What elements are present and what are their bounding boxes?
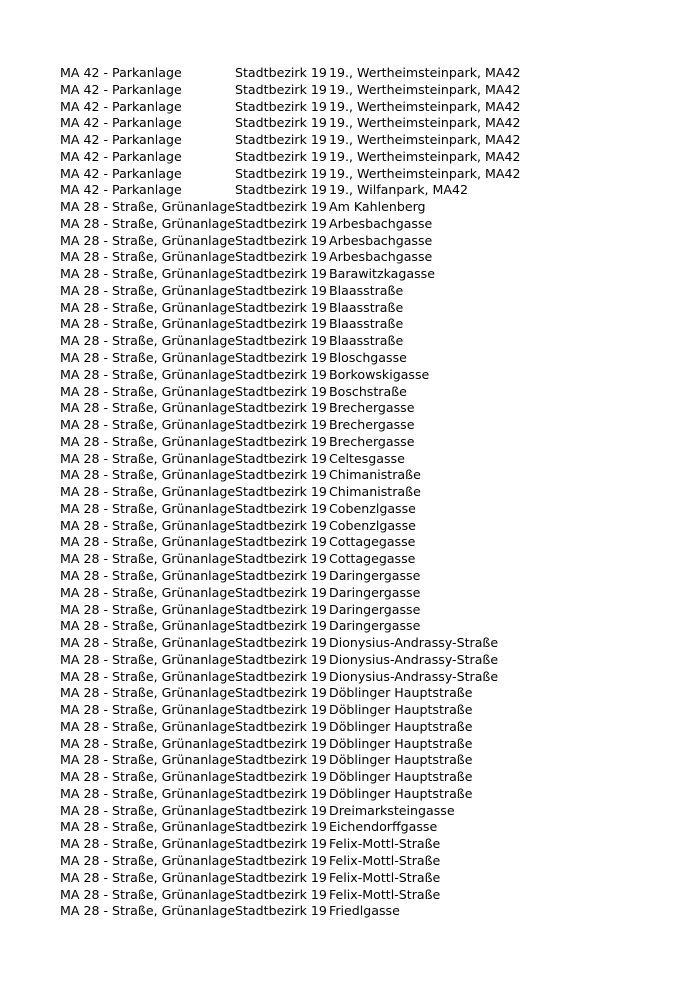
district-cell: Stadtbezirk 19 (235, 635, 327, 651)
district-cell: Stadtbezirk 19 (235, 249, 327, 265)
district-cell: Stadtbezirk 19 (235, 366, 327, 382)
department-cell: MA 42 - Parkanlage (60, 148, 182, 164)
district-cell: Stadtbezirk 19 (235, 903, 327, 919)
department-cell: MA 28 - Straße, Grünanlage (60, 567, 236, 583)
location-cell: Daringergasse (329, 618, 421, 634)
location-cell: Dreimarksteingasse (329, 802, 455, 818)
district-cell: Stadtbezirk 19 (235, 467, 327, 483)
location-cell: Cobenzlgasse (329, 500, 416, 516)
district-cell: Stadtbezirk 19 (235, 500, 327, 516)
department-cell: MA 42 - Parkanlage (60, 115, 182, 131)
location-cell: Felix-Mottl-Straße (329, 852, 441, 868)
table-row (60, 99, 521, 116)
district-cell: Stadtbezirk 19 (235, 282, 327, 298)
department-cell: MA 28 - Straße, Grünanlage (60, 618, 236, 634)
department-cell: MA 28 - Straße, Grünanlage (60, 500, 236, 516)
location-cell: Döblinger Hauptstraße (329, 769, 473, 785)
table-row (60, 803, 521, 820)
department-cell: MA 28 - Straße, Grünanlage (60, 266, 236, 282)
department-cell: MA 28 - Straße, Grünanlage (60, 517, 236, 533)
table-row (60, 903, 521, 920)
location-cell: Bloschgasse (329, 350, 407, 366)
department-cell: MA 28 - Straße, Grünanlage (60, 869, 236, 885)
department-cell: MA 28 - Straße, Grünanlage (60, 635, 236, 651)
department-cell: MA 42 - Parkanlage (60, 182, 182, 198)
department-cell: MA 28 - Straße, Grünanlage (60, 249, 236, 265)
department-cell: MA 42 - Parkanlage (60, 165, 182, 181)
district-cell: Stadtbezirk 19 (235, 685, 327, 701)
department-cell: MA 28 - Straße, Grünanlage (60, 886, 236, 902)
location-cell: Arbesbachgasse (329, 249, 433, 265)
table-row (60, 283, 521, 300)
location-cell: Blaasstraße (329, 299, 404, 315)
location-cell: Barawitzkagasse (329, 266, 435, 282)
location-cell: Chimanistraße (329, 484, 421, 500)
location-cell: Boschstraße (329, 383, 407, 399)
table-row (60, 316, 521, 333)
district-cell: Stadtbezirk 19 (235, 601, 327, 617)
district-cell: Stadtbezirk 19 (235, 668, 327, 684)
district-cell: Stadtbezirk 19 (235, 769, 327, 785)
department-cell: MA 28 - Straße, Grünanlage (60, 685, 236, 701)
district-cell: Stadtbezirk 19 (235, 651, 327, 667)
department-cell: MA 28 - Straße, Grünanlage (60, 752, 236, 768)
department-cell: MA 28 - Straße, Grünanlage (60, 785, 236, 801)
district-cell: Stadtbezirk 19 (235, 735, 327, 751)
table-row (60, 819, 521, 836)
table-row (60, 752, 521, 769)
location-cell: Brechergasse (329, 433, 415, 449)
district-cell: Stadtbezirk 19 (235, 132, 327, 148)
district-cell: Stadtbezirk 19 (235, 886, 327, 902)
table-row (60, 736, 521, 753)
district-cell: Stadtbezirk 19 (235, 484, 327, 500)
district-cell: Stadtbezirk 19 (235, 718, 327, 734)
department-cell: MA 28 - Straße, Grünanlage (60, 450, 236, 466)
district-cell: Stadtbezirk 19 (235, 232, 327, 248)
district-cell: Stadtbezirk 19 (235, 836, 327, 852)
department-cell: MA 28 - Straße, Grünanlage (60, 534, 236, 550)
location-cell: 19., Wertheimsteinpark, MA42 (329, 132, 521, 148)
location-cell: Borkowskigasse (329, 366, 430, 382)
department-cell: MA 28 - Straße, Grünanlage (60, 215, 236, 231)
table-row (60, 65, 521, 82)
district-cell: Stadtbezirk 19 (235, 450, 327, 466)
table-row (60, 434, 521, 451)
district-cell: Stadtbezirk 19 (235, 567, 327, 583)
district-cell: Stadtbezirk 19 (235, 752, 327, 768)
district-cell: Stadtbezirk 19 (235, 182, 327, 198)
table-row (60, 518, 521, 535)
district-cell: Stadtbezirk 19 (235, 148, 327, 164)
location-cell: Dionysius-Andrassy-Straße (329, 651, 499, 667)
department-cell: MA 28 - Straße, Grünanlage (60, 299, 236, 315)
table-row (60, 249, 521, 266)
table-row (60, 400, 521, 417)
department-cell: MA 28 - Straße, Grünanlage (60, 903, 236, 919)
department-cell: MA 28 - Straße, Grünanlage (60, 735, 236, 751)
table-row (60, 182, 521, 199)
department-cell: MA 42 - Parkanlage (60, 98, 182, 114)
location-cell: Celtesgasse (329, 450, 405, 466)
table-row (60, 719, 521, 736)
table-row (60, 836, 521, 853)
location-cell: 19., Wertheimsteinpark, MA42 (329, 81, 521, 97)
table-row (60, 417, 521, 434)
department-cell: MA 28 - Straße, Grünanlage (60, 584, 236, 600)
district-cell: Stadtbezirk 19 (235, 316, 327, 332)
department-cell: MA 28 - Straße, Grünanlage (60, 400, 236, 416)
district-cell: Stadtbezirk 19 (235, 702, 327, 718)
table-row (60, 652, 521, 669)
table-row (60, 333, 521, 350)
district-cell: Stadtbezirk 19 (235, 98, 327, 114)
department-cell: MA 28 - Straße, Grünanlage (60, 484, 236, 500)
department-cell: MA 28 - Straße, Grünanlage (60, 350, 236, 366)
district-cell: Stadtbezirk 19 (235, 299, 327, 315)
department-cell: MA 28 - Straße, Grünanlage (60, 702, 236, 718)
location-cell: Döblinger Hauptstraße (329, 685, 473, 701)
district-cell: Stadtbezirk 19 (235, 584, 327, 600)
department-cell: MA 42 - Parkanlage (60, 81, 182, 97)
location-cell: Daringergasse (329, 567, 421, 583)
table-row (60, 870, 521, 887)
table-row (60, 467, 521, 484)
department-cell: MA 28 - Straße, Grünanlage (60, 551, 236, 567)
table-row (60, 887, 521, 904)
table-row (60, 367, 521, 384)
location-cell: Chimanistraße (329, 467, 421, 483)
department-cell: MA 28 - Straße, Grünanlage (60, 366, 236, 382)
data-table (60, 65, 521, 920)
district-cell: Stadtbezirk 19 (235, 618, 327, 634)
department-cell: MA 28 - Straße, Grünanlage (60, 651, 236, 667)
district-cell: Stadtbezirk 19 (235, 165, 327, 181)
table-row (60, 702, 521, 719)
table-row (60, 166, 521, 183)
district-cell: Stadtbezirk 19 (235, 551, 327, 567)
location-cell: Döblinger Hauptstraße (329, 785, 473, 801)
location-cell: Cobenzlgasse (329, 517, 416, 533)
table-row (60, 853, 521, 870)
table-row (60, 534, 521, 551)
location-cell: Arbesbachgasse (329, 215, 433, 231)
table-row (60, 266, 521, 283)
district-cell: Stadtbezirk 19 (235, 215, 327, 231)
location-cell: Döblinger Hauptstraße (329, 702, 473, 718)
table-row (60, 635, 521, 652)
location-cell: Daringergasse (329, 601, 421, 617)
table-row (60, 685, 521, 702)
department-cell: MA 28 - Straße, Grünanlage (60, 417, 236, 433)
table-row (60, 149, 521, 166)
district-cell: Stadtbezirk 19 (235, 417, 327, 433)
location-cell: Felix-Mottl-Straße (329, 836, 441, 852)
table-row (60, 132, 521, 149)
table-row (60, 786, 521, 803)
district-cell: Stadtbezirk 19 (235, 350, 327, 366)
department-cell: MA 28 - Straße, Grünanlage (60, 433, 236, 449)
district-cell: Stadtbezirk 19 (235, 869, 327, 885)
department-cell: MA 28 - Straße, Grünanlage (60, 769, 236, 785)
department-cell: MA 28 - Straße, Grünanlage (60, 199, 236, 215)
table-row (60, 618, 521, 635)
department-cell: MA 28 - Straße, Grünanlage (60, 852, 236, 868)
department-cell: MA 42 - Parkanlage (60, 65, 182, 80)
location-cell: 19., Wertheimsteinpark, MA42 (329, 148, 521, 164)
table-row (60, 350, 521, 367)
department-cell: MA 28 - Straße, Grünanlage (60, 232, 236, 248)
district-cell: Stadtbezirk 19 (235, 266, 327, 282)
table-row (60, 233, 521, 250)
location-cell: Brechergasse (329, 417, 415, 433)
table-row (60, 484, 521, 501)
location-cell: Dionysius-Andrassy-Straße (329, 668, 499, 684)
table-row (60, 300, 521, 317)
location-cell: Döblinger Hauptstraße (329, 752, 473, 768)
table-row (60, 568, 521, 585)
location-cell: Am Kahlenberg (329, 199, 426, 215)
location-cell: 19., Wertheimsteinpark, MA42 (329, 165, 521, 181)
table-row (60, 199, 521, 216)
location-cell: 19., Wilfanpark, MA42 (329, 182, 469, 198)
department-cell: MA 28 - Straße, Grünanlage (60, 282, 236, 298)
district-cell: Stadtbezirk 19 (235, 333, 327, 349)
table-row (60, 501, 521, 518)
location-cell: Eichendorffgasse (329, 819, 438, 835)
table-row (60, 551, 521, 568)
department-cell: MA 28 - Straße, Grünanlage (60, 668, 236, 684)
table-row (60, 451, 521, 468)
location-cell: Felix-Mottl-Straße (329, 869, 441, 885)
department-cell: MA 28 - Straße, Grünanlage (60, 718, 236, 734)
location-cell: 19., Wertheimsteinpark, MA42 (329, 98, 521, 114)
district-cell: Stadtbezirk 19 (235, 199, 327, 215)
location-cell: Cottagegasse (329, 534, 416, 550)
department-cell: MA 28 - Straße, Grünanlage (60, 383, 236, 399)
location-cell: Dionysius-Andrassy-Straße (329, 635, 499, 651)
department-cell: MA 42 - Parkanlage (60, 132, 182, 148)
department-cell: MA 28 - Straße, Grünanlage (60, 836, 236, 852)
table-row (60, 602, 521, 619)
table-row (60, 216, 521, 233)
location-cell: Döblinger Hauptstraße (329, 735, 473, 751)
district-cell: Stadtbezirk 19 (235, 400, 327, 416)
location-cell: Friedlgasse (329, 903, 400, 919)
department-cell: MA 28 - Straße, Grünanlage (60, 601, 236, 617)
location-cell: Brechergasse (329, 400, 415, 416)
district-cell: Stadtbezirk 19 (235, 785, 327, 801)
location-cell: Felix-Mottl-Straße (329, 886, 441, 902)
district-cell: Stadtbezirk 19 (235, 517, 327, 533)
department-cell: MA 28 - Straße, Grünanlage (60, 333, 236, 349)
department-cell: MA 28 - Straße, Grünanlage (60, 316, 236, 332)
district-cell: Stadtbezirk 19 (235, 802, 327, 818)
table-row (60, 769, 521, 786)
district-cell: Stadtbezirk 19 (235, 433, 327, 449)
table-row (60, 115, 521, 132)
department-cell: MA 28 - Straße, Grünanlage (60, 819, 236, 835)
department-cell: MA 28 - Straße, Grünanlage (60, 467, 236, 483)
table-row (60, 669, 521, 686)
department-cell: MA 28 - Straße, Grünanlage (60, 802, 236, 818)
district-cell: Stadtbezirk 19 (235, 115, 327, 131)
location-cell: Daringergasse (329, 584, 421, 600)
table-row (60, 82, 521, 99)
location-cell: Blaasstraße (329, 333, 404, 349)
district-cell: Stadtbezirk 19 (235, 534, 327, 550)
district-cell: Stadtbezirk 19 (235, 65, 327, 80)
location-cell: Cottagegasse (329, 551, 416, 567)
location-cell: 19., Wertheimsteinpark, MA42 (329, 115, 521, 131)
table-row (60, 585, 521, 602)
location-cell: Döblinger Hauptstraße (329, 718, 473, 734)
district-cell: Stadtbezirk 19 (235, 383, 327, 399)
location-cell: Blaasstraße (329, 316, 404, 332)
location-cell: 19., Wertheimsteinpark, MA42 (329, 65, 521, 80)
district-cell: Stadtbezirk 19 (235, 819, 327, 835)
district-cell: Stadtbezirk 19 (235, 81, 327, 97)
location-cell: Arbesbachgasse (329, 232, 433, 248)
district-cell: Stadtbezirk 19 (235, 852, 327, 868)
location-cell: Blaasstraße (329, 282, 404, 298)
table-row (60, 384, 521, 401)
